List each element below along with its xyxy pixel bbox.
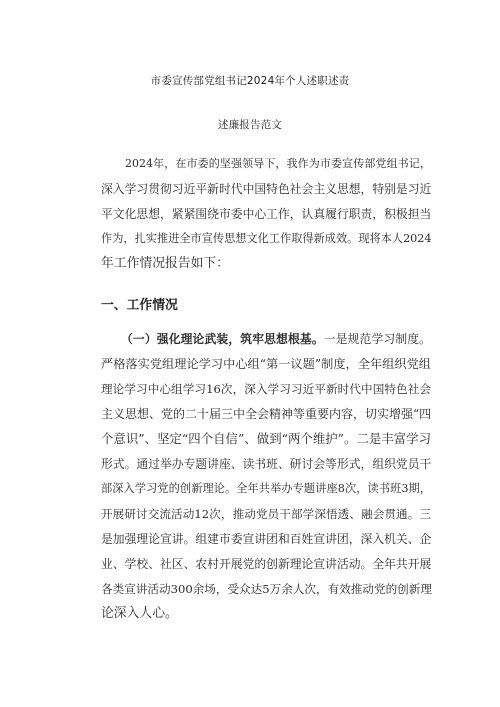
subsection-first-rest: 一是规范学习制度。 (323, 332, 431, 346)
document-title-line-2: 述廉报告范文 (217, 119, 283, 131)
body-line: 主义思想、党的二十届三中全会精神等重要内容，切实增强“四 (101, 407, 432, 421)
body-line: 个意识”、坚定“四个自信”、做到“两个维护”。二是丰富学习 (101, 431, 431, 446)
body-line: 部深入学习党的创新理论。全年共举办专题讲座8次，读书班3期， (101, 482, 431, 495)
subsection-lead: （一）强化理论武装，筑牢思想根基。 (121, 332, 324, 346)
body-line: 是加强理论宣讲。组建市委宣讲团和百姓宣讲团，深入机关、企 (101, 532, 432, 546)
intro-line-3: 平文化思想，紧紧围绕市委中心工作，认真履行职责，积极担当 (101, 207, 432, 221)
body-line: 形式。通过举办专题讲座、读书班、研讨会等形式，组织党员干 (101, 457, 432, 471)
body-line: 理论学习中心组学习16次，深入学习习近平新时代中国特色社会 (101, 382, 431, 396)
body-line: 论深入人心。 (101, 606, 178, 621)
intro-line-4: 作为，扎实推进全市宣传思想文化工作取得新成效。现将本人2024 (101, 232, 432, 245)
intro-line-2: 深入学习贯彻习近平新时代中国特色社会主义思想，特别是习近 (101, 182, 432, 196)
subsection-first-line (121, 331, 431, 347)
intro-line-1: 2024年，在市委的坚强领导下，我作为市委宣传部党组书记， (125, 157, 431, 170)
body-line: 业、学校、社区、农村开展党的创新理论宣讲活动。全年共开展 (101, 557, 432, 571)
body-line: 各类宣讲活动300余场，受众达5万余人次，有效推动党的创新理 (101, 582, 432, 596)
intro-line-5: 年工作情况报告如下： (101, 256, 229, 271)
body-line: 严格落实党组理论学习中心组“第一议题”制度，全年组织党组 (101, 357, 431, 371)
section-heading: 一、工作情况 (101, 298, 178, 313)
document-title-line-1: 市委宣传部党组书记2024年个人述职述责 (150, 75, 350, 87)
body-line: 开展研讨交流活动12次，推动党员干部学深悟透、融会贯通。三 (101, 507, 431, 521)
